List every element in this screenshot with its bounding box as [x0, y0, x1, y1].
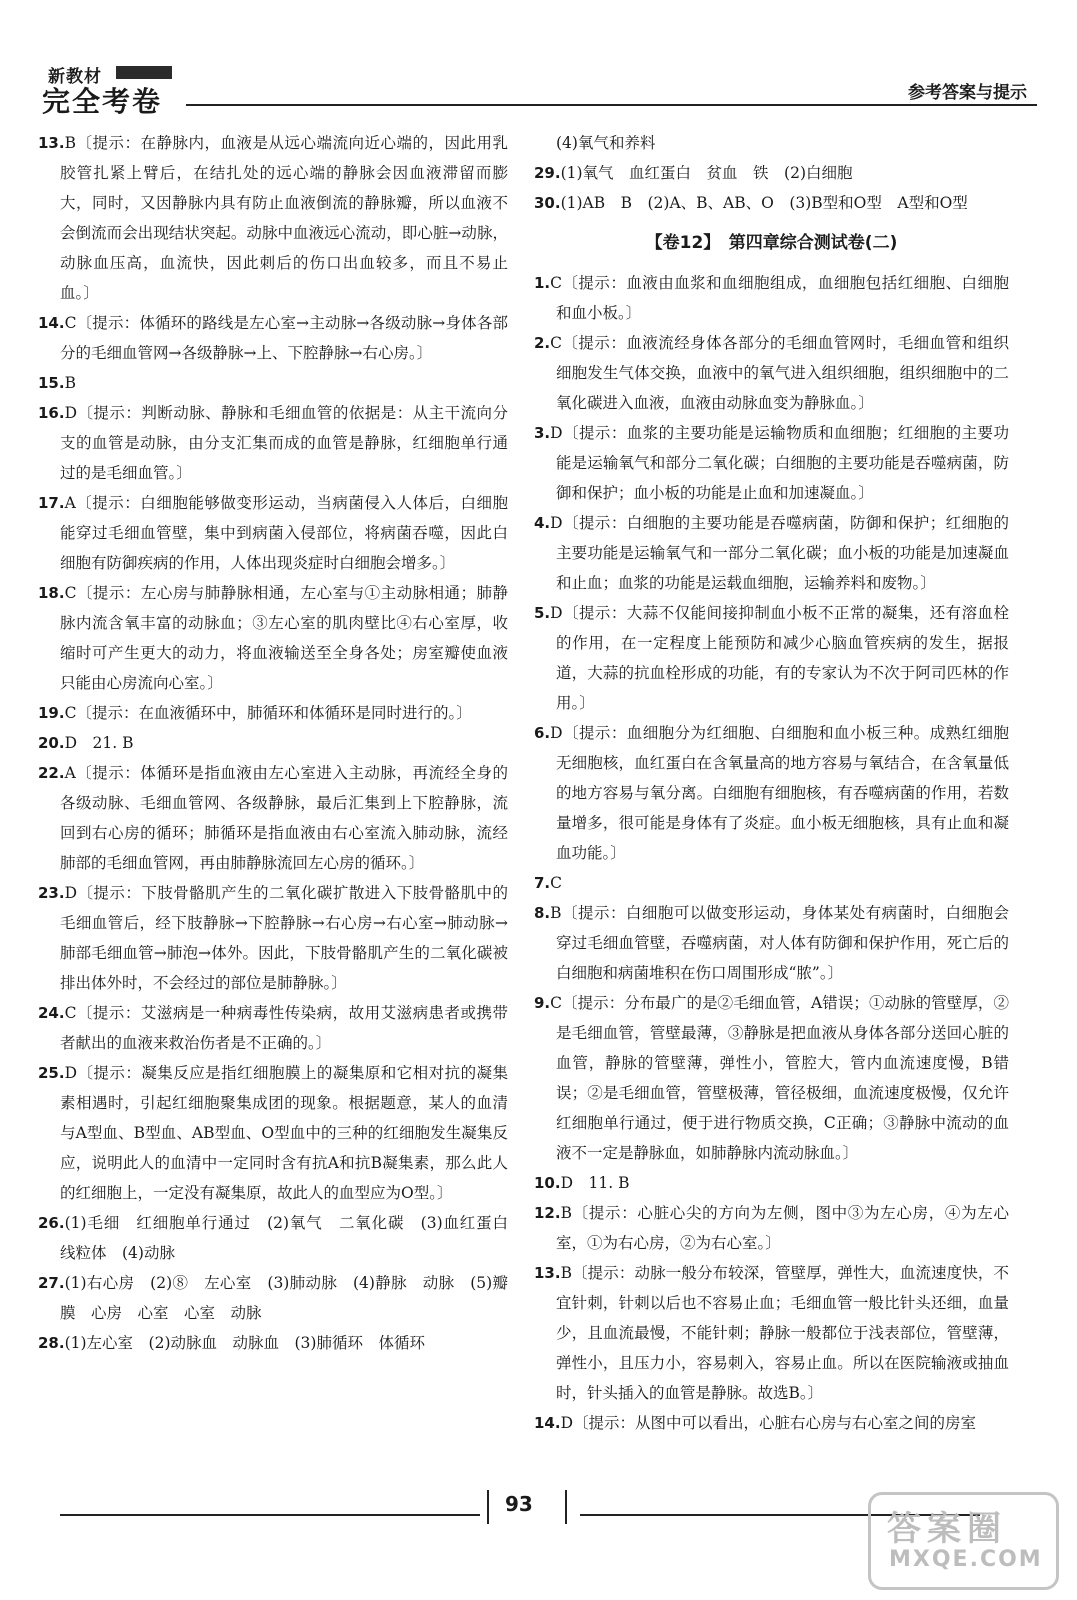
answer-item [38, 368, 508, 398]
answer-number: 20. [38, 734, 65, 752]
brand-title: 完全考卷 [42, 85, 163, 118]
answer-number: 13. [534, 1264, 561, 1282]
answer-text: D〔提示：从图中可以看出，心脏右心房与右心室之间的房室 [560, 1414, 977, 1432]
answer-text: C〔提示：在血液循环中，肺循环和体循环是同时进行的。〕 [64, 704, 472, 722]
answer-text: C〔提示：艾滋病是一种病毒性传染病，故用艾滋病患者或携带者献出的血液来救治伤者是不正确的。〕 [60, 1004, 508, 1052]
answer-text: (1)右心房 (2)⑧ 左心室 (3)肺动脉 (4)静脉 动脉 (5)瓣膜 心房 心室 心室 动脉 [60, 1274, 508, 1322]
answer-text: C [550, 874, 563, 892]
brand-mark [116, 66, 172, 79]
answer-item [534, 1198, 1009, 1258]
answer-item [534, 1408, 1009, 1438]
answer-item [534, 598, 1009, 718]
section-title: 【卷12】 第四章综合测试卷(二) [645, 233, 898, 253]
answer-item [534, 188, 1009, 218]
answer-item [534, 268, 1009, 328]
answer-text: (1)AB B (2)A、B、AB、O (3)B型和O型 A型和O型 [560, 194, 968, 212]
footer-bar-left [487, 1490, 489, 1524]
answer-text: (1)左心室 (2)动脉血 动脉血 (3)肺循环 体循环 [64, 1334, 425, 1352]
answer-text: C〔提示：血液由血浆和血细胞组成，血细胞包括红细胞、白细胞和血小板。〕 [550, 274, 1009, 322]
answer-item [38, 998, 508, 1058]
answer-number: 3. [534, 424, 551, 442]
right-column-answers [534, 268, 1009, 1438]
answer-item [534, 1258, 1009, 1408]
right-column-top [534, 128, 1009, 218]
answer-text: D〔提示：判断动脉、静脉和毛细血管的依据是：从主干流向分支的血管是动脉，由分支汇集而成的血管是静脉，红细胞单行通过的是毛细血管。〕 [60, 404, 508, 482]
answer-text: A〔提示：白细胞能够做变形运动，当病菌侵入人体后，白细胞能穿过毛细血管壁，集中到病菌入侵部位，将病菌吞噬，因此白细胞有防御疾病的作用，人体出现炎症时白细胞会增多。〕 [60, 494, 508, 572]
answer-item [534, 328, 1009, 418]
footer-bar-right [565, 1490, 567, 1524]
answer-text: C〔提示：血液流经身体各部分的毛细血管网时，毛细血管和组织细胞发生气体交换，血液中的氧气进入组织细胞，组织细胞中的二氧化碳进入血液，血液由动脉血变为静脉血。〕 [550, 334, 1009, 412]
answer-number: 27. [38, 1274, 65, 1292]
page-number: 93 [505, 1492, 533, 1516]
answer-item [38, 578, 508, 698]
answer-text: D〔提示：凝集反应是指红细胞膜上的凝集原和它相对抗的凝集素相遇时，引起红细胞聚集成团的现象。根据题意，某人的血清与A型血、B型血、AB型血、O型血中的三种的红细胞发生凝集反应，说明此人的血清中一定同时含有抗A和抗B凝集素，那么此人的红细胞上，一定没有凝集原，故此人的血型应为O型。〕 [60, 1064, 508, 1202]
answer-number: 23. [38, 884, 65, 902]
answer-number: 12. [534, 1204, 561, 1222]
watermark-bottom: MXQE.COM [889, 1547, 1043, 1572]
answer-text: D 11. B [560, 1174, 630, 1192]
answer-item [38, 728, 508, 758]
answer-number: 1. [534, 274, 551, 292]
answer-text: D 21. B [64, 734, 134, 752]
answer-item [534, 898, 1009, 988]
answer-number: 28. [38, 1334, 65, 1352]
answer-number: 4. [534, 514, 551, 532]
answer-number: 19. [38, 704, 65, 722]
answer-text: D〔提示：血浆的主要功能是运输物质和血细胞；红细胞的主要功能是运输氧气和部分二氧化碳；白细胞的主要功能是吞噬病菌，防御和保护；血小板的功能是止血和加速凝血。〕 [550, 424, 1009, 502]
answer-item [38, 488, 508, 578]
answer-text: D〔提示：下肢骨骼肌产生的二氧化碳扩散进入下肢骨骼肌中的毛细血管后，经下肢静脉→下腔静脉→右心房→右心室→肺动脉→肺部毛细血管→肺泡→体外。因此，下肢骨骼肌产生的二氧化碳被排出体外时，不会经过的部位是肺静脉。〕 [60, 884, 508, 992]
answer-item [38, 1328, 508, 1358]
answer-item [534, 1168, 1009, 1198]
answer-number: 29. [534, 164, 561, 182]
answer-item [534, 718, 1009, 868]
answer-text: B〔提示：动脉一般分布较深，管壁厚，弹性大，血流速度快，不宜针刺，针刺以后也不容易止血；毛细血管一般比针头还细，血量少，且血流最慢，不能针刺；静脉一般都位于浅表部位，管壁薄，弹性小，且压力小，容易刺入，容易止血。所以在医院输液或抽血时，针头插入的血管是静脉。故选B。〕 [556, 1264, 1009, 1402]
answer-number: 25. [38, 1064, 65, 1082]
answer-item [38, 1268, 508, 1328]
watermark-top: 答案圈 [887, 1509, 1007, 1549]
answer-item [38, 398, 508, 488]
page-header [36, 62, 1037, 118]
answer-item [38, 308, 508, 368]
answer-number: 10. [534, 1174, 561, 1192]
answer-text: D〔提示：大蒜不仅能间接抑制血小板不正常的凝集，还有溶血栓的作用，在一定程度上能预防和减少心脑血管疾病的发生，据报道，大蒜的抗血栓形成的功能，有的专家认为不次于阿司匹林的作用。〕 [550, 604, 1009, 712]
answer-number: 8. [534, 904, 551, 922]
answer-text: B [64, 374, 76, 392]
left-column [38, 128, 524, 1358]
answer-text: (1)毛细 红细胞单行通过 (2)氧气 二氧化碳 (3)血红蛋白 线粒体 (4)动脉 [60, 1214, 524, 1262]
answer-text: C〔提示：左心房与肺静脉相通，左心室与①主动脉相通；肺静脉内流含氧丰富的动脉血；③左心室的肌肉壁比④右心室厚，收缩时可产生更大的动力，将血液输送至全身各处；房室瓣使血液只能由心房流向心室。〕 [60, 584, 508, 692]
answer-item [534, 868, 1009, 898]
answer-number: 26. [38, 1214, 65, 1232]
answer-text: (4)氧气和养料 [556, 134, 656, 152]
answer-item [38, 878, 508, 998]
answer-number: 7. [534, 874, 551, 892]
answer-number: 14. [38, 314, 65, 332]
brand-subtitle: 新教材 [48, 67, 102, 87]
answer-number: 9. [534, 994, 551, 1012]
answer-item [38, 1058, 508, 1208]
answer-number: 18. [38, 584, 65, 602]
answer-text: C〔提示：分布最广的是②毛细血管，A错误；①动脉的管壁厚，②是毛细血管，管壁最薄，③静脉是把血液从身体各部分送回心脏的血管，静脉的管壁薄，弹性小，管腔大，管内血流速度慢，B错误；②是毛细血管，管壁极薄，管径极细，血流速度极慢，仅允许红细胞单行通过，便于进行物质交换，C正确；③静脉中流动的血液不一定是静脉血，如肺静脉内流动脉血。〕 [550, 994, 1009, 1162]
answer-item [534, 988, 1009, 1168]
answer-item [534, 418, 1009, 508]
answer-text: B〔提示：在静脉内，血液是从远心端流向近心端的，因此用乳胶管扎紧上臂后，在结扎处的远心端的静脉会因血液滞留而膨大，同时，又因静脉内具有防止血液倒流的静脉瓣，所以血液不会倒流而会出现结状突起。动脉中血液远心流动，即心脏→动脉，动脉血压高，血流快，因此刺后的伤口出血较多，而且不易止血。〕 [60, 134, 508, 302]
answer-number: 24. [38, 1004, 65, 1022]
answer-number: 22. [38, 764, 65, 782]
answer-number: 16. [38, 404, 65, 422]
answer-number: 14. [534, 1414, 561, 1432]
answer-number: 17. [38, 494, 65, 512]
answer-number: 30. [534, 194, 561, 212]
answer-text: D〔提示：血细胞分为红细胞、白细胞和血小板三种。成熟红细胞无细胞核，血红蛋白在含氧量高的地方容易与氧结合，在含氧量低的地方容易与氧分离。白细胞有细胞核，有吞噬病菌的作用，若数量增多，很可能是身体有了炎症。血小板无细胞核，具有止血和凝血功能。〕 [550, 724, 1009, 862]
answer-item [534, 158, 1009, 188]
answer-item [38, 1208, 524, 1268]
answer-text: B〔提示：白细胞可以做变形运动，身体某处有病菌时，白细胞会穿过毛细血管壁，吞噬病菌，对人体有防御和保护作用，死亡后的白细胞和病菌堆积在伤口周围形成“脓”。〕 [550, 904, 1009, 982]
header-rule [186, 104, 1037, 106]
answer-text: B〔提示：心脏心尖的方向为左侧，图中③为左心房，④为左心室，①为右心房，②为右心室。〕 [556, 1204, 1009, 1252]
answer-number: 5. [534, 604, 551, 622]
answer-text: C〔提示：体循环的路线是左心室→主动脉→各级动脉→身体各部分的毛细血管网→各级静脉→上、下腔静脉→右心房。〕 [60, 314, 508, 362]
answer-number: 6. [534, 724, 551, 742]
footer-rule-left [60, 1514, 480, 1516]
answer-text: A〔提示：体循环是指血液由左心室进入主动脉，再流经全身的各级动脉、毛细血管网、各级静脉，最后汇集到上下腔静脉，流回到右心房的循环；肺循环是指血液由右心室流入肺动脉，流经肺部的毛细血管网，再由肺静脉流回左心房的循环。〕 [60, 764, 508, 872]
answer-item [38, 698, 508, 728]
right-column [534, 128, 1009, 1438]
answer-text: (1)氧气 血红蛋白 贫血 铁 (2)白细胞 [560, 164, 853, 182]
answer-item [534, 508, 1009, 598]
header-section-title: 参考答案与提示 [908, 83, 1027, 103]
answer-number: 2. [534, 334, 551, 352]
answer-item [38, 128, 508, 308]
answer-number: 13. [38, 134, 65, 152]
answer-item [534, 128, 1009, 158]
answer-item [38, 758, 508, 878]
watermark-logo [868, 1492, 1059, 1590]
answer-number: 15. [38, 374, 65, 392]
answer-text: D〔提示：白细胞的主要功能是吞噬病菌，防御和保护；红细胞的主要功能是运输氧气和一部分二氧化碳；血小板的功能是加速凝血和止血；血浆的功能是运载血细胞，运输养料和废物。〕 [550, 514, 1009, 592]
